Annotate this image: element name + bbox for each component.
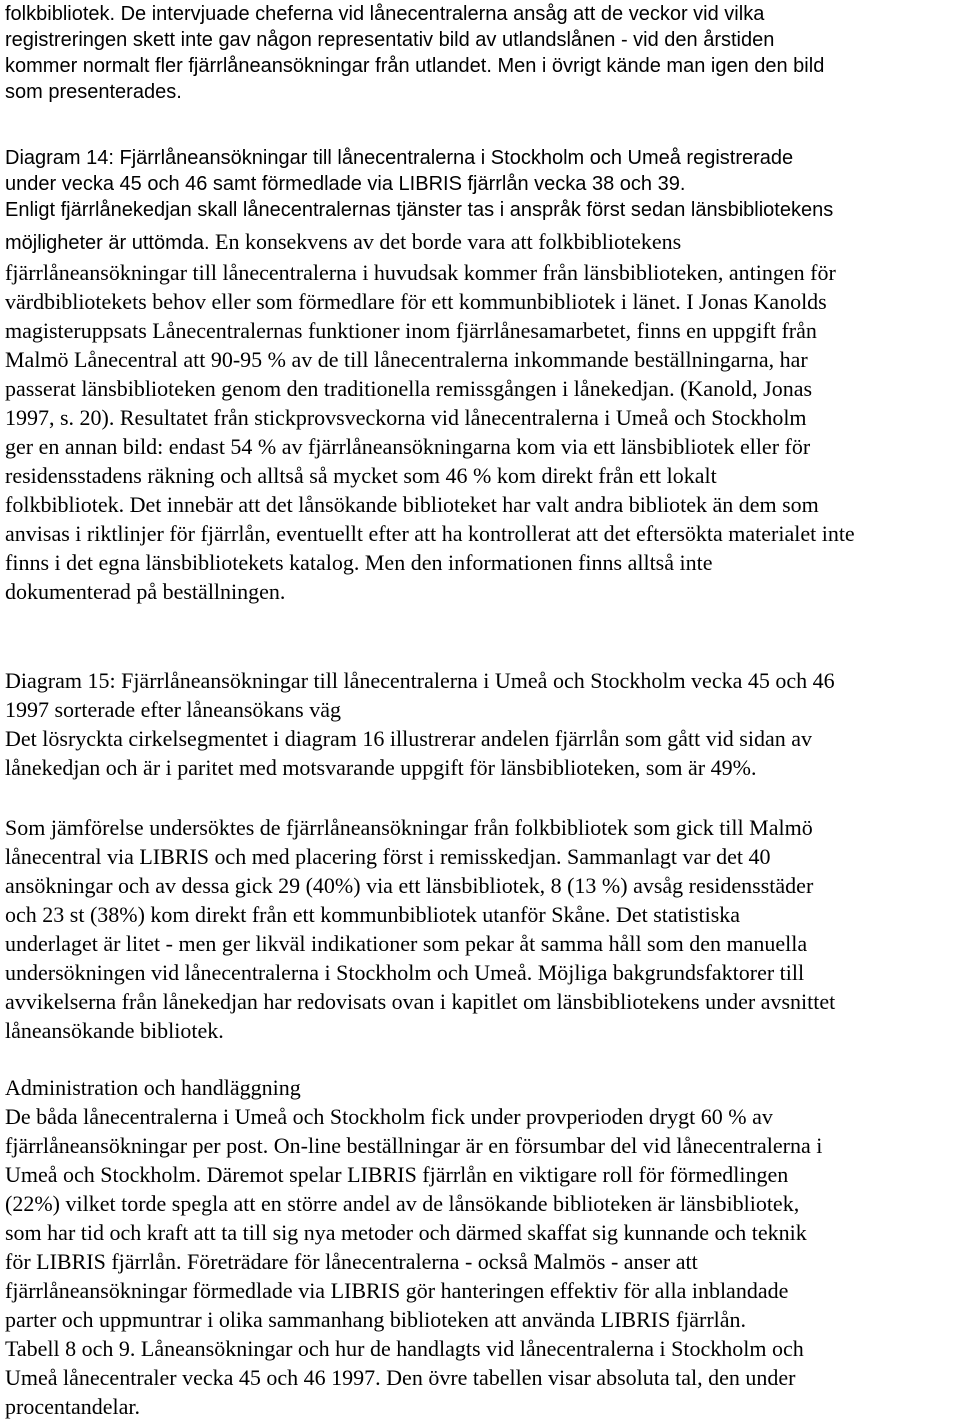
text-line: De båda lånecentralerna i Umeå och Stockholm fick under provperioden drygt 60 % av [5, 1104, 773, 1129]
text-line: parter och uppmuntrar i olika sammanhang biblioteken att använda LIBRIS fjärrlån. [5, 1307, 747, 1332]
text-line [5, 227, 957, 259]
text-line: ansökningar och av dessa gick 29 (40%) via ett länsbibliotek, 8 (13 %) avsåg residensstäder [5, 873, 814, 898]
text-line: folkbibliotek. Det innebär att det lånsökande biblioteket har valt andra bibliotek än dem som [5, 492, 819, 517]
text-line: Umeå lånecentraler vecka 45 och 46 1997. Den övre tabellen visar absoluta tal, den under [5, 1365, 796, 1390]
text-line: fjärrlåneansökningar förmedlade via LIBRIS gör hanteringen effektiv för alla inblandade [5, 1278, 789, 1303]
diagram-14-mixed-line [5, 227, 957, 259]
text-line: under vecka 45 och 46 samt förmedlade via LIBRIS fjärrlån vecka 38 och 39. [5, 173, 686, 195]
text-line: undersökningen vid lånecentralerna i Stockholm och Umeå. Möjliga bakgrundsfaktorer till [5, 960, 805, 985]
text-line: Diagram 15: Fjärrlåneansökningar till lånecentralerna i Umeå och Stockholm vecka 45 och 46 [5, 668, 835, 693]
text-line: dokumenterad på beställningen. [5, 579, 286, 604]
comparison-paragraph [5, 813, 957, 1045]
text-line: som presenterades. [5, 81, 182, 103]
text-line: lånekedjan och är i paritet med motsvarande uppgift för länsbiblioteken, som är 49%. [5, 755, 757, 780]
text-line: magisteruppsats Lånecentralernas funktioner inom fjärrlånesamarbetet, finns en uppgift från [5, 318, 817, 343]
intro-paragraph [5, 1, 957, 105]
text-line: underlaget är litet - men ger likväl indikationer som pekar åt samma håll som den manuella [5, 931, 808, 956]
text-line: för LIBRIS fjärrlån. Företrädare för lånecentralerna - också Malmös - anser att [5, 1249, 698, 1274]
text-line: värdbibliotekets behov eller som förmedlare för ett kommunbibliotek i länet. I Jonas Kanolds [5, 289, 827, 314]
text-line: 1997, s. 20). Resultatet från stickprovsveckorna vid lånecentralerna i Umeå och Stockholm [5, 405, 807, 430]
diagram-14-caption [5, 145, 957, 223]
text-line: fjärrlåneansökningar till lånecentralerna i huvudsak kommer från länsbiblioteken, antingen för [5, 260, 836, 285]
text-line: folkbibliotek. De intervjuade cheferna vid lånecentralerna ansåg att de veckor vid vilka [5, 3, 765, 25]
diagram-15-caption [5, 666, 957, 782]
text-line: registreringen skett inte gav någon representativ bild av utlandslånen - vid den årstiden [5, 29, 775, 51]
text-line: Umeå och Stockholm. Däremot spelar LIBRIS fjärrlån en viktigare roll för förmedlingen [5, 1162, 789, 1187]
text-line: Enligt fjärrlånekedjan skall lånecentralernas tjänster tas i anspråk först sedan länsbibliotekens [5, 199, 834, 221]
text-line: (22%) vilket torde spegla att en större andel av de lånsökande biblioteken är länsbibliotek, [5, 1191, 800, 1216]
text-line: fjärrlåneansökningar per post. On-line beställningar är en försumbar del vid lånecentralerna i [5, 1133, 823, 1158]
text-line: Tabell 8 och 9. Låneansökningar och hur de handlagts vid lånecentralerna i Stockholm och [5, 1336, 804, 1361]
text-line: procentandelar. [5, 1394, 140, 1419]
text-line: Det lösryckta cirkelsegmentet i diagram 16 illustrerar andelen fjärrlån som gått vid sidan av [5, 726, 813, 751]
text-line: ger en annan bild: endast 54 % av fjärrlåneansökningarna kom via ett länsbibliotek eller för [5, 434, 811, 459]
text-line: finns i det egna länsbibliotekets katalog. Men den informationen finns alltså inte [5, 550, 713, 575]
text-line: avvikelserna från lånekedjan har redovisats ovan i kapitlet om länsbibliotekens under avsnittet [5, 989, 836, 1014]
diagram-14-paragraph [5, 258, 957, 606]
text-line: 1997 sorterade efter låneansökans väg [5, 697, 341, 722]
text-line: som har tid och kraft att ta till sig nya metoder och därmed skaffat sig kunnande och teknik [5, 1220, 807, 1245]
text-line: kommer normalt fler fjärrlåneansökningar från utlandet. Men i övrigt kände man igen den bild [5, 55, 825, 77]
text-line: låneansökande bibliotek. [5, 1018, 224, 1043]
text-run-sans: möjligheter är uttömda. [5, 232, 210, 254]
text-line: residensstadens räkning och alltså så mycket som 46 % kom direkt från ett lokalt [5, 463, 717, 488]
text-line: och 23 st (38%) kom direkt från ett kommunbibliotek utanför Skåne. Det statistiska [5, 902, 741, 927]
text-line: Diagram 14: Fjärrlåneansökningar till lånecentralerna i Stockholm och Umeå registrerade [5, 147, 794, 169]
text-run-serif: En konsekvens av det borde vara att folkbibliotekens [209, 229, 682, 254]
text-line: Som jämförelse undersöktes de fjärrlåneansökningar från folkbibliotek som gick till Malmö [5, 815, 813, 840]
text-line: lånecentral via LIBRIS och med placering först i remisskedjan. Sammanlagt var det 40 [5, 844, 771, 869]
text-line: passerat länsbiblioteken genom den traditionella remissgången i lånekedjan. (Kanold, Jonas [5, 376, 813, 401]
text-line: anvisas i riktlinjer för fjärrlån, eventuellt efter att ha kontrollerat att det eftersökta materialet inte [5, 521, 855, 546]
administration-section [5, 1073, 957, 1421]
section-heading: Administration och handläggning [5, 1075, 301, 1100]
text-line: Malmö Lånecentral att 90-95 % av de till lånecentralerna inkommande beställningarna, har [5, 347, 808, 372]
